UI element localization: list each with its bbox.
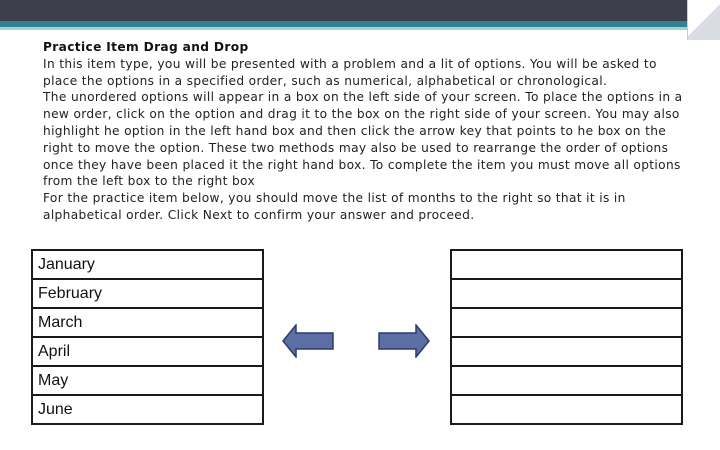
page-title: Practice Item Drag and Drop: [43, 40, 249, 54]
source-list-box: [31, 249, 264, 425]
instruction-paragraph: The unordered options will appear in a box on the left side of your screen. To place the options in a new order, click on the option and drag it to the box on the right side of your screen. You may also highlight he option in the left hand box and then click the arrow key that points to he box on the right to move the option. These two methods may also be used to rearrange the order of options once they have been placed it the right hand box. To complete the item you must move all options from the left box to the right box: [43, 90, 683, 189]
option-may[interactable]: May: [31, 365, 264, 396]
target-list-box: [450, 249, 683, 425]
target-slot[interactable]: [450, 336, 683, 367]
option-february[interactable]: February: [31, 278, 264, 309]
target-slot[interactable]: [450, 365, 683, 396]
move-left-button[interactable]: [282, 324, 334, 358]
arrow-right-icon: [378, 324, 430, 358]
page-corner-decoration: [687, 0, 720, 40]
target-slot[interactable]: [450, 249, 683, 280]
instruction-paragraph: In this item type, you will be presented with a problem and a lit of options. You will be asked to place the options in a specified order, such as numerical, alphabetical or chronological.: [43, 56, 657, 88]
target-slot[interactable]: [450, 307, 683, 338]
instructions-text: [43, 39, 683, 224]
target-slot[interactable]: [450, 394, 683, 425]
option-january[interactable]: January: [31, 249, 264, 280]
option-march[interactable]: March: [31, 307, 264, 338]
instruction-paragraph: For the practice item below, you should move the list of months to the right so that it is in alphabetical order. Click Next to confirm your answer and proceed.: [43, 191, 626, 222]
arrow-left-icon: [282, 324, 334, 358]
move-right-button[interactable]: [378, 324, 430, 358]
slide-header-bar: [0, 0, 720, 21]
option-june[interactable]: June: [31, 394, 264, 425]
slide-header-stripe: [0, 27, 720, 30]
option-april[interactable]: April: [31, 336, 264, 367]
target-slot[interactable]: [450, 278, 683, 309]
